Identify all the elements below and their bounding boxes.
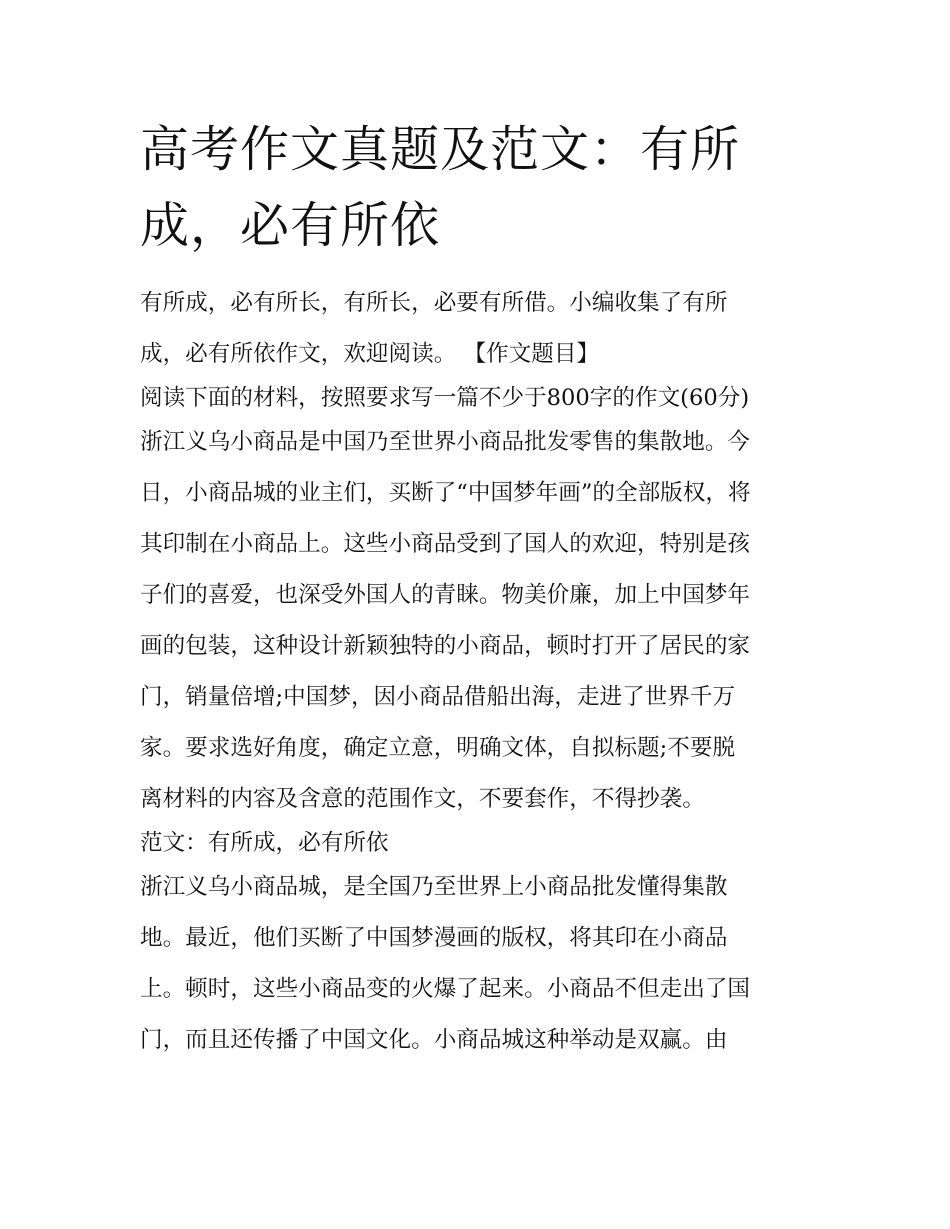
document-title [140, 112, 780, 264]
prompt-material-line: 家。要求选好角度，确定立意，明确文体，自拟标题;不要脱 [140, 735, 736, 761]
essay-line: 门，而且还传播了中国文化。小商品城这种举动是双赢。由 [140, 1027, 728, 1053]
prompt-material-line: 日，小商品城的业主们，买断了“中国梦年画”的全部版权，将 [140, 480, 751, 506]
prompt-material-line: 浙江义乌小商品是中国乃至世界小商品批发零售的集散地。今 [140, 429, 751, 455]
prompt-material-line: 其印制在小商品上。这些小商品受到了国人的欢迎，特别是孩 [140, 531, 751, 557]
prompt-material-line: 离材料的内容及含意的范围作文，不要套作，不得抄袭。 [140, 786, 705, 812]
prompt-instruction-line: 阅读下面的材料，按照要求写一篇不少于800字的作文(60分) [140, 385, 750, 411]
essay-line: 上。顿时，这些小商品变的火爆了起来。小商品不但走出了国 [140, 976, 751, 1002]
essay-heading: 范文：有所成，必有所依 [140, 830, 389, 856]
title-line: 成，必有所依 [140, 197, 441, 254]
intro-line: 成，必有所依作文，欢迎阅读。 【作文题目】 [140, 341, 600, 367]
document-body [140, 278, 820, 1066]
title-line: 高考作文真题及范文：有所 [140, 121, 741, 178]
prompt-material-line: 画的包装，这种设计新颖独特的小商品，顿时打开了居民的家 [140, 633, 751, 659]
essay-line: 地。最近，他们买断了中国梦漫画的版权，将其印在小商品 [140, 925, 728, 951]
prompt-material-line: 子们的喜爱，也深受外国人的青睐。物美价廉，加上中国梦年 [140, 582, 751, 608]
essay-line: 浙江义乌小商品城，是全国乃至世界上小商品批发懂得集散 [140, 874, 728, 900]
intro-line: 有所成，必有所长，有所长，必要有所借。小编收集了有所 [140, 290, 728, 316]
prompt-material-line: 门，销量倍增;中国梦，因小商品借船出海，走进了世界千万 [140, 684, 736, 710]
